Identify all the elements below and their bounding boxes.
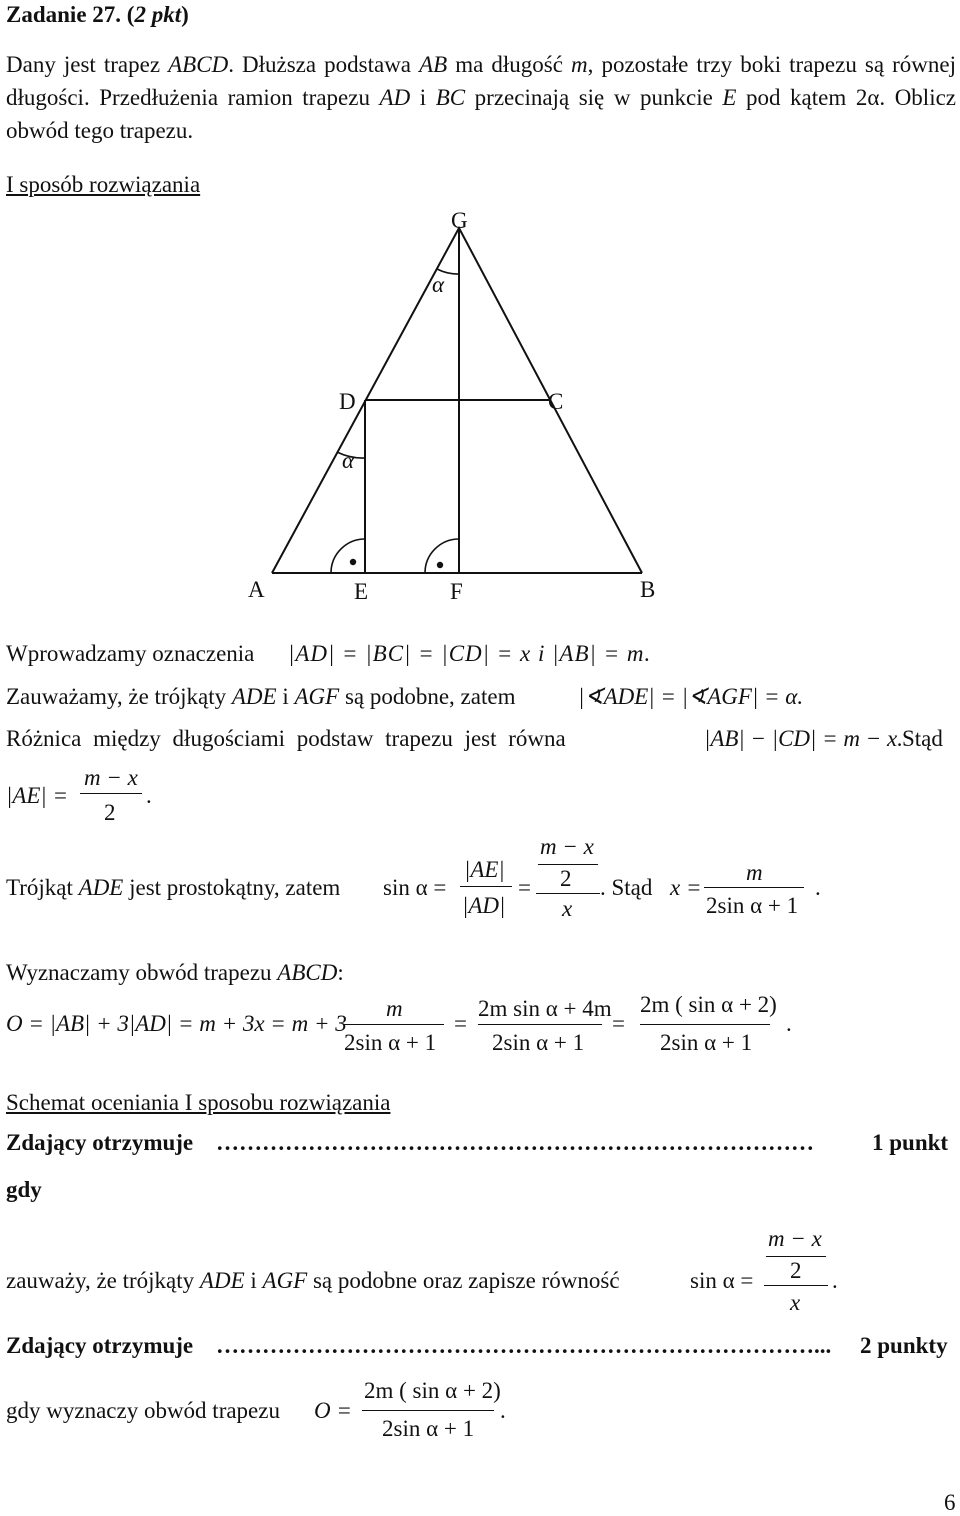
similarity-text: są podobne, zatem [339, 684, 516, 709]
x-dot: . [815, 875, 821, 900]
perimeter-f3-num: 2m ( sin α + 2) [640, 992, 777, 1017]
perimeter-text: Wyznaczamy obwód trapezu [6, 960, 278, 985]
x-fraction-bar [704, 887, 804, 888]
task-heading [6, 2, 189, 28]
condition-1-text: są podobne oraz zapisze równość [307, 1268, 620, 1293]
condition-1-text: zauważy, że trójkąty [6, 1268, 200, 1293]
sin-fraction-bar-1 [460, 886, 512, 887]
right-triangle-text: jest prostokątny, zatem [123, 875, 341, 900]
similarity-line [6, 684, 515, 710]
label-d: D [339, 389, 356, 414]
condition-2-dot: . [500, 1398, 506, 1423]
trapezoid-figure [0, 200, 960, 610]
similarity-ade: ADE [231, 684, 277, 709]
ae-numerator: m − x [84, 765, 138, 790]
perimeter-f2-num: 2m sin α + 4m [478, 996, 612, 1021]
score-row-2-label: Zdający otrzymuje [6, 1333, 194, 1358]
perimeter-f2-bar [478, 1024, 602, 1025]
intro-abcd: ABCD [168, 52, 229, 77]
score-row-1-label: Zdający otrzymuje [6, 1130, 194, 1155]
condition-1-num: m − x [768, 1226, 822, 1251]
score-row-1-dots: …………………………………………………………………… [216, 1130, 814, 1155]
task-close: ) [181, 2, 189, 27]
x-den: 2sin α + 1 [706, 893, 799, 918]
perimeter-dot: . [786, 1011, 792, 1036]
label-b: B [640, 577, 656, 602]
perimeter-f3-den: 2sin α + 1 [660, 1030, 753, 1055]
intro-text: . Dłuższa podstawa [228, 52, 420, 77]
sin-num-mx: m − x [540, 834, 594, 859]
perimeter-abcd: ABCD [277, 960, 338, 985]
similarity-text: Zauważamy, że trójkąty [6, 684, 232, 709]
similarity-agf: AGF [294, 684, 340, 709]
x-lhs: x = [670, 875, 702, 900]
perimeter-lhs: O = |AB| + 3|AD| = m + 3x = m + 3 [6, 1011, 347, 1036]
condition-1-bar [764, 1285, 828, 1286]
intro-ab: AB [419, 52, 448, 77]
sin-num-2: 2 [560, 866, 572, 891]
intro-bc: BC [435, 85, 466, 110]
task-points: 2 pkt [134, 2, 182, 27]
stad-text: . Stąd [600, 875, 653, 900]
condition-2-bar [362, 1410, 494, 1411]
condition-2-num: 2m ( sin α + 2) [364, 1378, 501, 1403]
perimeter-f1-bar [344, 1024, 444, 1025]
label-f: F [450, 579, 463, 604]
similarity-text: i [276, 684, 295, 709]
perimeter-f1-num: m [386, 996, 403, 1021]
task-title: Zadanie 27. ( [6, 2, 135, 27]
difference-stad: Stąd [902, 726, 943, 751]
condition-1-ade: ADE [199, 1268, 245, 1293]
intro-ad: AD [379, 85, 411, 110]
condition-2-o: O = [314, 1398, 352, 1423]
intro-text: , pozostałe trzy boki trapezu są równej długości. Przedłużenia ramion trapezu [6, 52, 956, 110]
sin-fraction-bar-2 [536, 893, 600, 894]
intro-two-alpha: 2α [855, 85, 880, 110]
sin-eq: = [518, 875, 531, 900]
condition-2-den: 2sin α + 1 [382, 1416, 475, 1441]
scheme-title: Schemat oceniania I sposobu rozwiązania [6, 1090, 391, 1115]
condition-2-text: gdy wyznaczy obwód trapezu [6, 1398, 280, 1423]
sin-den-x: x [562, 896, 573, 921]
perimeter-eq-1: = [454, 1011, 467, 1036]
notation-line [6, 641, 254, 667]
condition-1-agf: AGF [262, 1268, 308, 1293]
right-angle-f [425, 539, 459, 573]
right-angle-dot-f [437, 562, 443, 568]
label-a: A [248, 577, 265, 602]
right-triangle-ade: ADE [78, 875, 124, 900]
intro-m: m [571, 52, 588, 77]
difference-math: |AB| − |CD| = m − x. [704, 726, 903, 751]
label-alpha-d: α [342, 448, 355, 473]
task-statement [6, 48, 956, 147]
condition-1 [6, 1268, 620, 1294]
perimeter-f3-bar [640, 1024, 770, 1025]
angle-equality: |∢ADE| = |∢AGF| = α. [578, 684, 804, 709]
intro-text: . Oblicz obwód tego trapezu. [6, 85, 957, 143]
condition-1-text: i [244, 1268, 263, 1293]
notation-math: |AD| = |BC| = |CD| = x i |AB| = m. [288, 641, 652, 666]
right-angle-dot-e [350, 559, 356, 565]
right-triangle-line [6, 875, 340, 901]
right-angle-e [331, 539, 365, 573]
ae-denominator: 2 [104, 800, 116, 825]
perimeter-f2-den: 2sin α + 1 [492, 1030, 585, 1055]
x-num-m: m [746, 860, 763, 885]
score-row-2-dots: ……………………………………………………………………... [216, 1333, 832, 1358]
label-c: C [548, 389, 564, 414]
intro-text: przecinają się w punkcie [465, 85, 723, 110]
score-row-1-points: 1 punkt [872, 1130, 949, 1155]
right-triangle-text: Trójkąt [6, 875, 79, 900]
page-number: 6 [944, 1490, 956, 1515]
perimeter-colon: : [337, 960, 344, 985]
label-e: E [354, 579, 369, 604]
intro-text: pod kątem [736, 85, 856, 110]
notation-text: Wprowadzamy oznaczenia [6, 641, 255, 666]
perimeter-intro [6, 960, 344, 986]
ae-fraction-bar [80, 793, 142, 794]
intro-text: ma długość [447, 52, 572, 77]
sin-den-ad: |AD| [462, 893, 506, 918]
sin-inner-bar [538, 864, 598, 865]
perimeter-f1-den: 2sin α + 1 [344, 1030, 437, 1055]
method-title: I sposób rozwiązania [6, 172, 201, 197]
score-row-2-points: 2 punkty [860, 1333, 948, 1358]
condition-1-x: x [790, 1290, 801, 1315]
intro-text: i [410, 85, 436, 110]
ae-lhs: |AE| = [6, 783, 69, 808]
sin-lhs: sin α = [383, 875, 447, 900]
sin-num-ae: |AE| [464, 857, 505, 882]
intro-e: E [722, 85, 737, 110]
condition-1-inner-bar [766, 1256, 826, 1257]
score-row-1-gdy: gdy [6, 1177, 42, 1202]
intro-text: Dany jest trapez [6, 52, 169, 77]
ae-dot: . [146, 783, 152, 808]
label-g: G [451, 208, 468, 233]
perimeter-eq-2: = [612, 1011, 625, 1036]
label-alpha-g: α [432, 272, 445, 297]
condition-1-2: 2 [790, 1258, 802, 1283]
difference-line: Różnica między długościami podstaw trapezu jest równa [6, 726, 566, 751]
condition-1-sin: sin α = [690, 1268, 754, 1293]
condition-1-dot: . [832, 1268, 838, 1293]
